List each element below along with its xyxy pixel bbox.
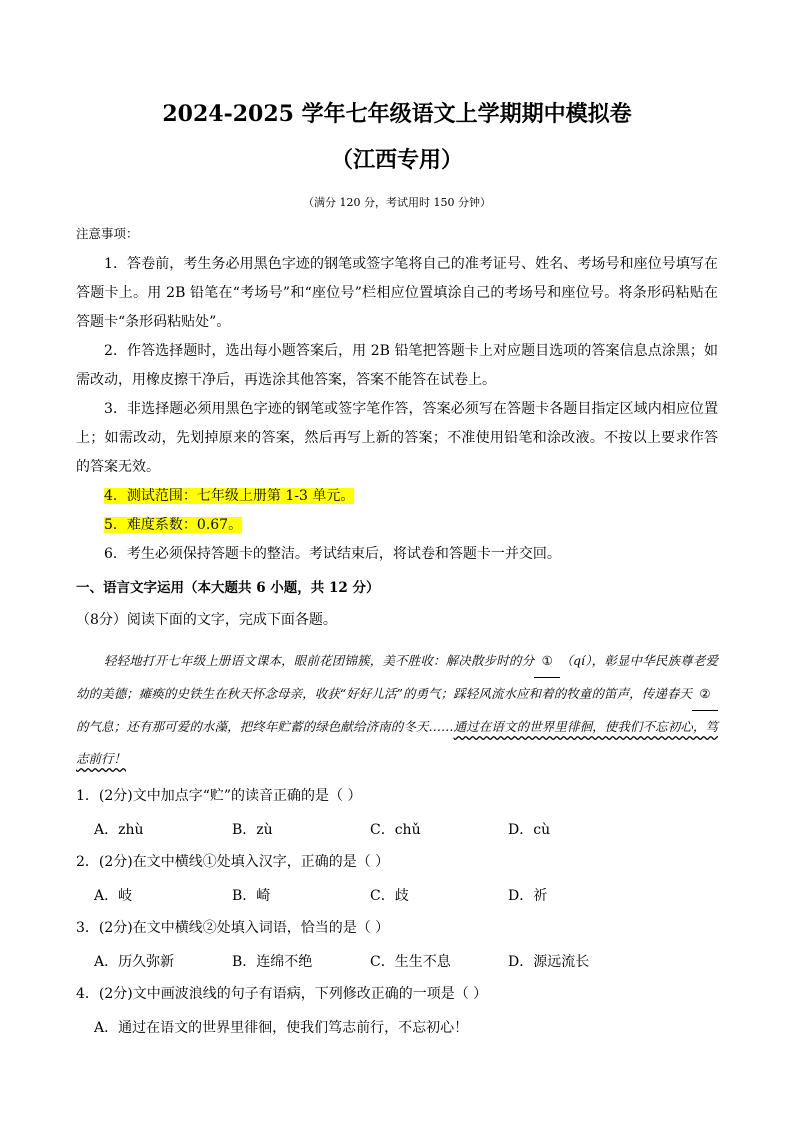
exam-body [76, 222, 718, 1039]
question-2-options [76, 885, 718, 907]
section-heading: 一、语言文字运用（本大题共 6 小题，共 12 分） [76, 580, 380, 596]
option-d: D．祈 [508, 888, 548, 904]
notice-heading: 注意事项： [76, 226, 139, 241]
notice-item-1: 1．答卷前，考生务必用黑色字迹的钢笔或签字笔将自己的准考证号、姓名、考场号和座位号填写在答题卡上。用 2B 铅笔在“考场号”和“座位号”栏相应位置填涂自己的考场号和座位号。将条形码粘贴在答题卡“条形码粘贴处”。 [76, 256, 718, 330]
option-d: D．源远流长 [508, 954, 590, 970]
question-3-options [76, 951, 718, 973]
question-1-options [76, 819, 718, 841]
option-c: C．chǔ [370, 822, 421, 838]
page-title: 2024-2025 学年七年级语文上学期期中模拟卷 [162, 101, 632, 127]
option-a: A．zhù [94, 822, 144, 838]
option-b: B．连绵不绝 [232, 954, 313, 970]
notice-item-3: 3．非选择题必须用黑色字迹的钢笔或签字笔作答，答案必须写在答题卡各题目指定区域内相应位置上；如需改动，先划掉原来的答案，然后再写上新的答案；不准使用铅笔和涂改液。不按以上要求作答的答案无效。 [76, 401, 718, 475]
highlight-scope: 4．测试范围：七年级上册第 1-3 单元。 [104, 488, 355, 504]
question-1-stem: 1．(2分)文中加点字“贮”的读音正确的是（ ） [76, 788, 362, 804]
notice-item-5 [76, 511, 718, 540]
question-3-stem: 3．(2分)在文中横线②处填入词语，恰当的是（ ） [76, 920, 390, 936]
page-subtitle: （江西专用） [330, 147, 463, 173]
question-4-stem: 4．(2分)文中画波浪线的句子有语病，下列修改正确的一项是（ ） [76, 986, 488, 1002]
option-c: C．生生不息 [370, 954, 451, 970]
blank-2: ② [692, 678, 718, 711]
passage-text-3: 的气息；还有那可爱的水藻，把终年贮蓄的绿色献给济南的冬天…… [76, 719, 454, 734]
section-intro: （8分）阅读下面的文字，完成下面各题。 [76, 612, 337, 628]
notice-item-6: 6．考生必须保持答题卡的整洁。考试结束后，将试卷和答题卡一并交回。 [104, 546, 561, 562]
option-c: C．歧 [370, 888, 409, 904]
reading-passage [76, 645, 718, 775]
passage-text-2: （qí），彰显中华民族尊老爱幼的美德；瘫痪的史铁生在秋天怀念母亲，收获“好好儿活”的勇气；踩轻风流水应和着的牧童的笛声，传递春天 [76, 653, 718, 701]
question-2-stem: 2．(2分)在文中横线①处填入汉字，正确的是（ ） [76, 854, 390, 870]
blank-1: ① [534, 645, 560, 678]
notice-item-4 [76, 482, 718, 511]
wavy-sentence: 通过在语文的世界里徘徊，使我们不忘初心，笃志前行！ [76, 719, 718, 766]
notice-item-2: 2．作答选择题时，选出每小题答案后，用 2B 铅笔把答题卡上对应题目选项的答案信息点涂黑；如需改动，用橡皮擦干净后，再选涂其他答案，答案不能答在试卷上。 [76, 343, 718, 388]
score-time-note: （满分 120 分，考试用时 150 分钟） [303, 196, 491, 209]
option-b: B．崎 [232, 888, 271, 904]
option-a: A．岐 [94, 888, 133, 904]
question-4-option-a: A．通过在语文的世界里徘徊，使我们笃志前行，不忘初心！ [94, 1020, 469, 1036]
option-b: B．zù [232, 822, 273, 838]
option-a: A．历久弥新 [94, 954, 175, 970]
option-d: D．cù [508, 822, 551, 838]
highlight-difficulty: 5．难度系数：0.67。 [104, 517, 243, 533]
passage-text-1: 轻轻地打开七年级上册语文课本，眼前花团锦簇，美不胜收：解决散步时的分 [104, 653, 535, 668]
